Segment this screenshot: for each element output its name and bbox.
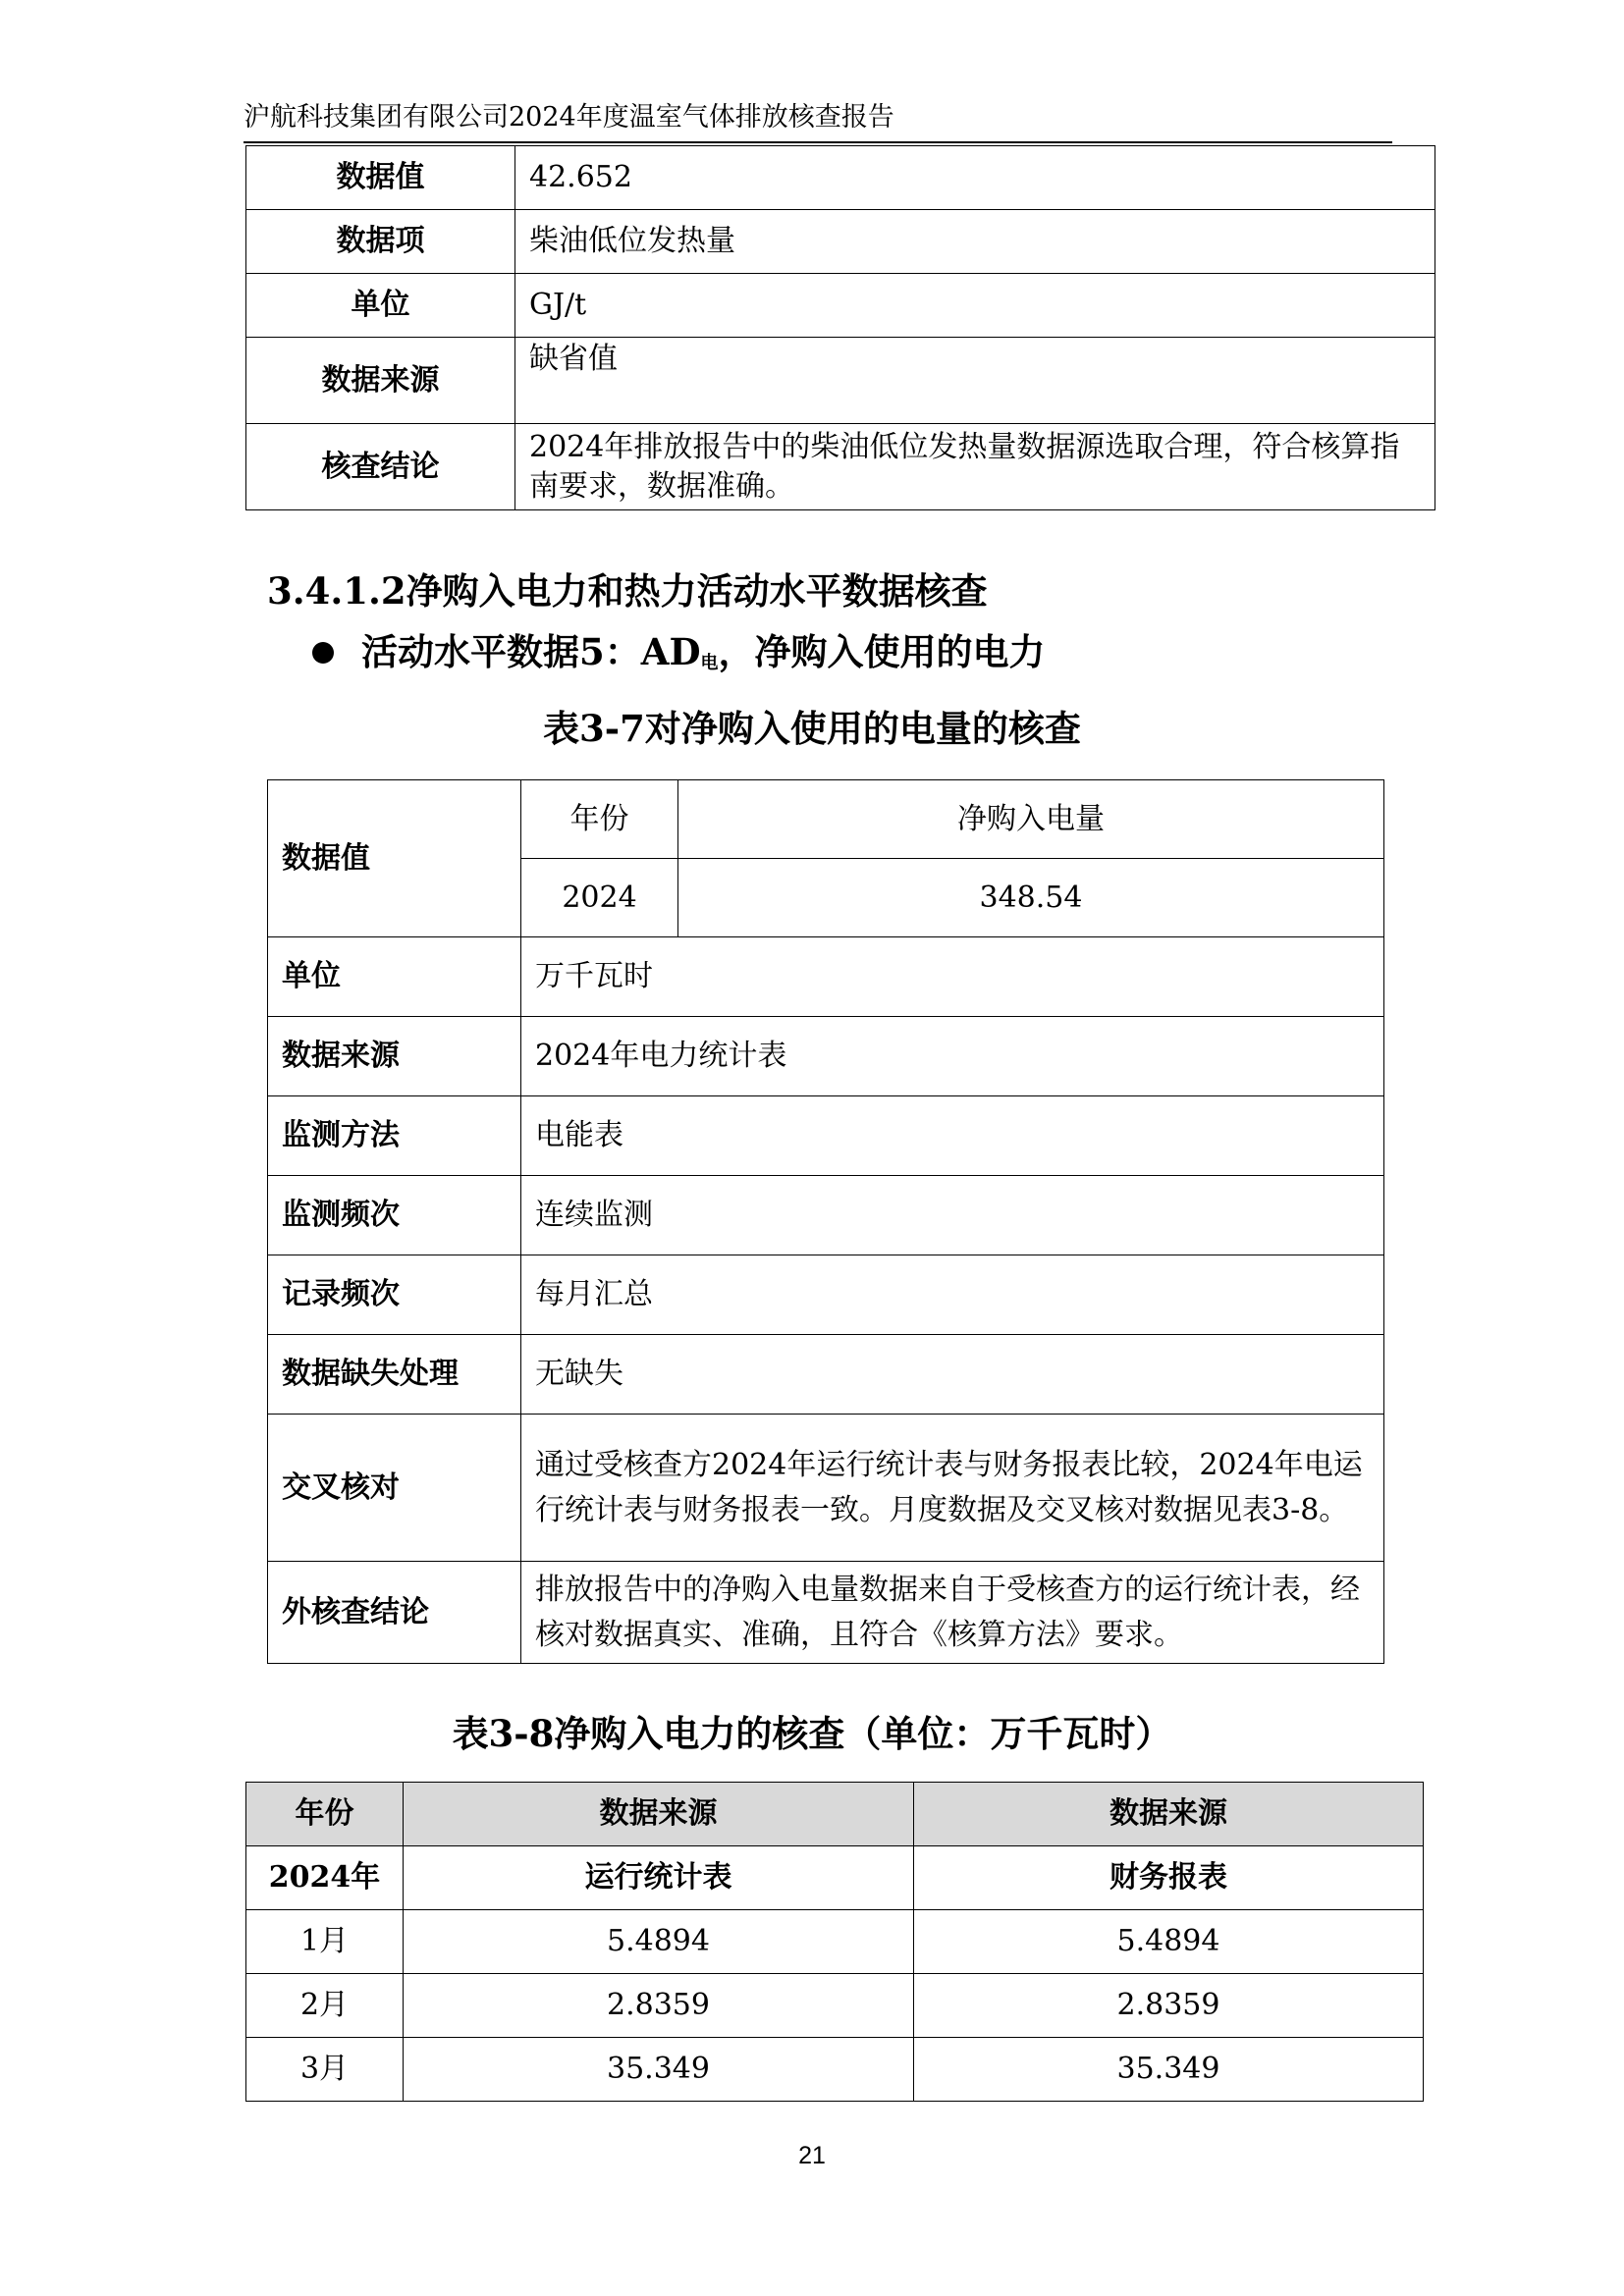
amount-header: 净购入电量 — [678, 780, 1384, 859]
bullet-text-suffix: ，净购入使用的电力 — [718, 630, 1046, 673]
row-value: 42.652 — [515, 146, 1435, 210]
table-row — [246, 424, 1435, 510]
row-label: 单位 — [268, 937, 521, 1017]
bullet-item — [312, 628, 1046, 687]
value-cell: 5.4894 — [914, 1910, 1424, 1974]
page-number: 21 — [798, 2142, 826, 2169]
month-cell: 3月 — [246, 2038, 404, 2102]
row-value: GJ/t — [515, 274, 1435, 338]
net-electricity-table — [267, 779, 1384, 1664]
row-label: 数据来源 — [246, 338, 515, 424]
table-caption: 表3-7对净购入使用的电量的核查 — [543, 707, 1081, 750]
row-label: 数据来源 — [268, 1017, 521, 1096]
column-header: 数据来源 — [404, 1783, 914, 1846]
row-label: 记录频次 — [268, 1255, 521, 1335]
row-value: 每月汇总 — [521, 1255, 1384, 1335]
bullet-dot-icon — [312, 642, 334, 664]
table-row — [268, 1335, 1384, 1415]
monthly-electricity-table — [245, 1782, 1424, 2102]
table-row — [246, 338, 1435, 424]
row-value: 通过受核查方2024年运行统计表与财务报表比较，2024年电运行统计表与财务报表一致。月度数据及交叉核对数据见表3-8。 — [521, 1415, 1384, 1562]
table-row — [268, 1562, 1384, 1664]
row-label: 数据值 — [268, 780, 521, 937]
table-row — [268, 1017, 1384, 1096]
row-label: 数据缺失处理 — [268, 1335, 521, 1415]
row-value: 连续监测 — [521, 1176, 1384, 1255]
row-value: 电能表 — [521, 1096, 1384, 1176]
table-row — [268, 780, 1384, 859]
table-row — [268, 1415, 1384, 1562]
table-row — [246, 274, 1435, 338]
row-value: 柴油低位发热量 — [515, 210, 1435, 274]
row-value: 排放报告中的净购入电量数据来自于受核查方的运行统计表，经核对数据真实、准确，且符合《核算方法》要求。 — [521, 1562, 1384, 1664]
row-value: 2024年排放报告中的柴油低位发热量数据源选取合理，符合核算指南要求，数据准确。 — [515, 424, 1435, 510]
section-heading: 3.4.1.2净购入电力和热力活动水平数据核查 — [267, 569, 988, 613]
year-header: 年份 — [521, 780, 678, 859]
row-value: 无缺失 — [521, 1335, 1384, 1415]
table-header-row — [246, 1783, 1424, 1846]
bullet-subscript: 电 — [700, 653, 719, 673]
table-row — [246, 2038, 1424, 2102]
amount-value: 348.54 — [678, 859, 1384, 937]
row-label: 单位 — [246, 274, 515, 338]
value-cell: 2.8359 — [914, 1974, 1424, 2038]
table-row — [268, 1096, 1384, 1176]
table-subheader-row — [246, 1846, 1424, 1910]
row-label: 数据值 — [246, 146, 515, 210]
bullet-text: 活动水平数据5：AD — [361, 630, 701, 673]
table-row — [246, 146, 1435, 210]
month-cell: 1月 — [246, 1910, 404, 1974]
month-cell: 2月 — [246, 1974, 404, 2038]
row-label: 核查结论 — [246, 424, 515, 510]
value-cell: 5.4894 — [404, 1910, 914, 1974]
value-cell: 2.8359 — [404, 1974, 914, 2038]
row-label: 数据项 — [246, 210, 515, 274]
table-caption: 表3-8净购入电力的核查（单位：万千瓦时） — [452, 1712, 1172, 1755]
column-subheader: 财务报表 — [914, 1846, 1424, 1910]
table-row — [268, 937, 1384, 1017]
row-value: 万千瓦时 — [521, 937, 1384, 1017]
report-header: 沪航科技集团有限公司2024年度温室气体排放核查报告 — [244, 102, 894, 133]
row-label: 交叉核对 — [268, 1415, 521, 1562]
table-row — [246, 210, 1435, 274]
row-label: 外核查结论 — [268, 1562, 521, 1664]
value-cell: 35.349 — [404, 2038, 914, 2102]
row-value: 2024年电力统计表 — [521, 1017, 1384, 1096]
table-row — [246, 1974, 1424, 2038]
value-cell: 35.349 — [914, 2038, 1424, 2102]
column-subheader: 运行统计表 — [404, 1846, 914, 1910]
diesel-heat-value-table — [245, 145, 1435, 510]
header-divider — [244, 141, 1392, 143]
column-subheader: 2024年 — [246, 1846, 404, 1910]
column-header: 年份 — [246, 1783, 404, 1846]
row-label: 监测方法 — [268, 1096, 521, 1176]
table-row — [246, 1910, 1424, 1974]
table-row — [268, 1255, 1384, 1335]
row-value: 缺省值 — [515, 338, 1435, 424]
column-header: 数据来源 — [914, 1783, 1424, 1846]
row-label: 监测频次 — [268, 1176, 521, 1255]
table-row — [268, 1176, 1384, 1255]
year-value: 2024 — [521, 859, 678, 937]
